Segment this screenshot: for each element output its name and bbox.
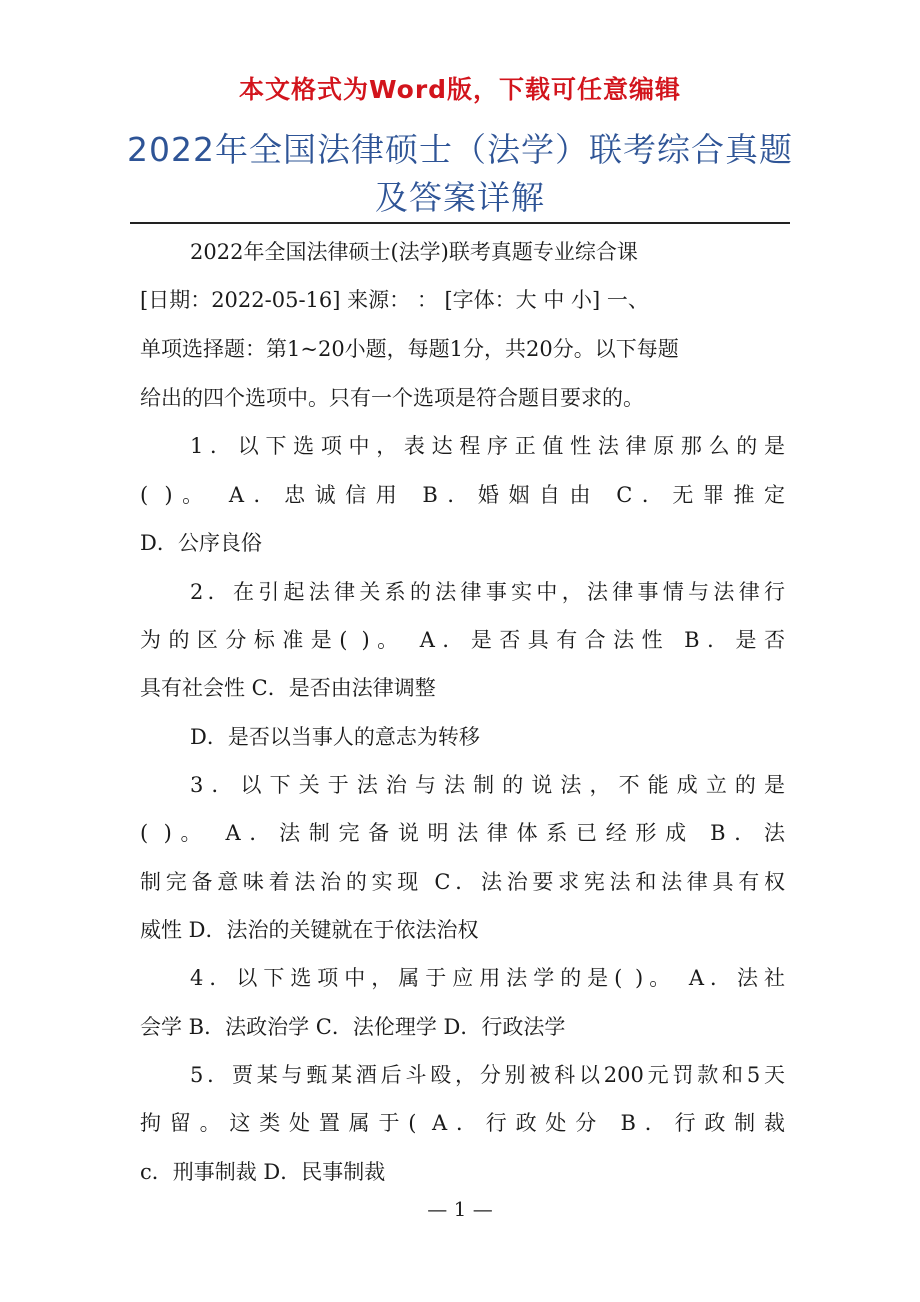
body-line: 会学 B．法政治学 C．法伦理学 D．行政法学 [140, 1015, 566, 1039]
body-line: 1．以下选项中，表达程序正值性法律原那么的是 [190, 434, 785, 458]
body-line: D．是否以当事人的意志为转移 [190, 725, 480, 749]
body-line: 2．在引起法律关系的法律事实中，法律事情与法律行 [190, 580, 785, 604]
page-number: — 1 — [427, 1197, 493, 1221]
title-divider [130, 222, 790, 224]
body-line: 3．以下关于法治与法制的说法，不能成立的是 [190, 773, 785, 797]
body-line: 单项选择题：第1~20小题，每题1分，共20分。以下每题 [140, 337, 679, 361]
body-line: 为的区分标准是( )。 A．是否具有合法性 B．是否 [140, 628, 785, 652]
body-line: c．刑事制裁 D．民事制裁 [140, 1160, 386, 1184]
body-line: ( )。 A．忠诚信用 B．婚姻自由 C．无罪推定 [140, 483, 785, 507]
format-notice: 本文格式为Word版，下载可任意编辑 [238, 75, 682, 104]
body-line: 制完备意味着法治的实现 C．法治要求宪法和法律具有权 [140, 870, 785, 894]
body-line: [日期：2022-05-16] 来源： ： [字体：大 中 小] 一、 [140, 288, 649, 312]
body-line: 5．贾某与甄某酒后斗殴，分别被科以200元罚款和5天 [190, 1063, 785, 1087]
body-line: 具有社会性 C．是否由法律调整 [140, 676, 436, 700]
document-title-line-2: 及答案详解 [375, 178, 545, 217]
body-line: 给出的四个选项中。只有一个选项是符合题目要求的。 [140, 386, 644, 410]
body-line: 2022年全国法律硕士(法学)联考真题专业综合课 [190, 240, 638, 264]
body-line: 拘留。这类处置属于( A．行政处分 B．行政制裁 [140, 1111, 785, 1135]
body-line: ( )。 A．法制完备说明法律体系已经形成 B．法 [140, 821, 785, 845]
body-line: 威性 D．法治的关键就在于依法治权 [140, 918, 479, 942]
document-title-line-1: 2022年全国法律硕士（法学）联考综合真题 [127, 130, 793, 169]
body-line: D．公序良俗 [140, 531, 262, 555]
body-line: 4．以下选项中，属于应用法学的是( )。 A．法社 [190, 966, 785, 990]
